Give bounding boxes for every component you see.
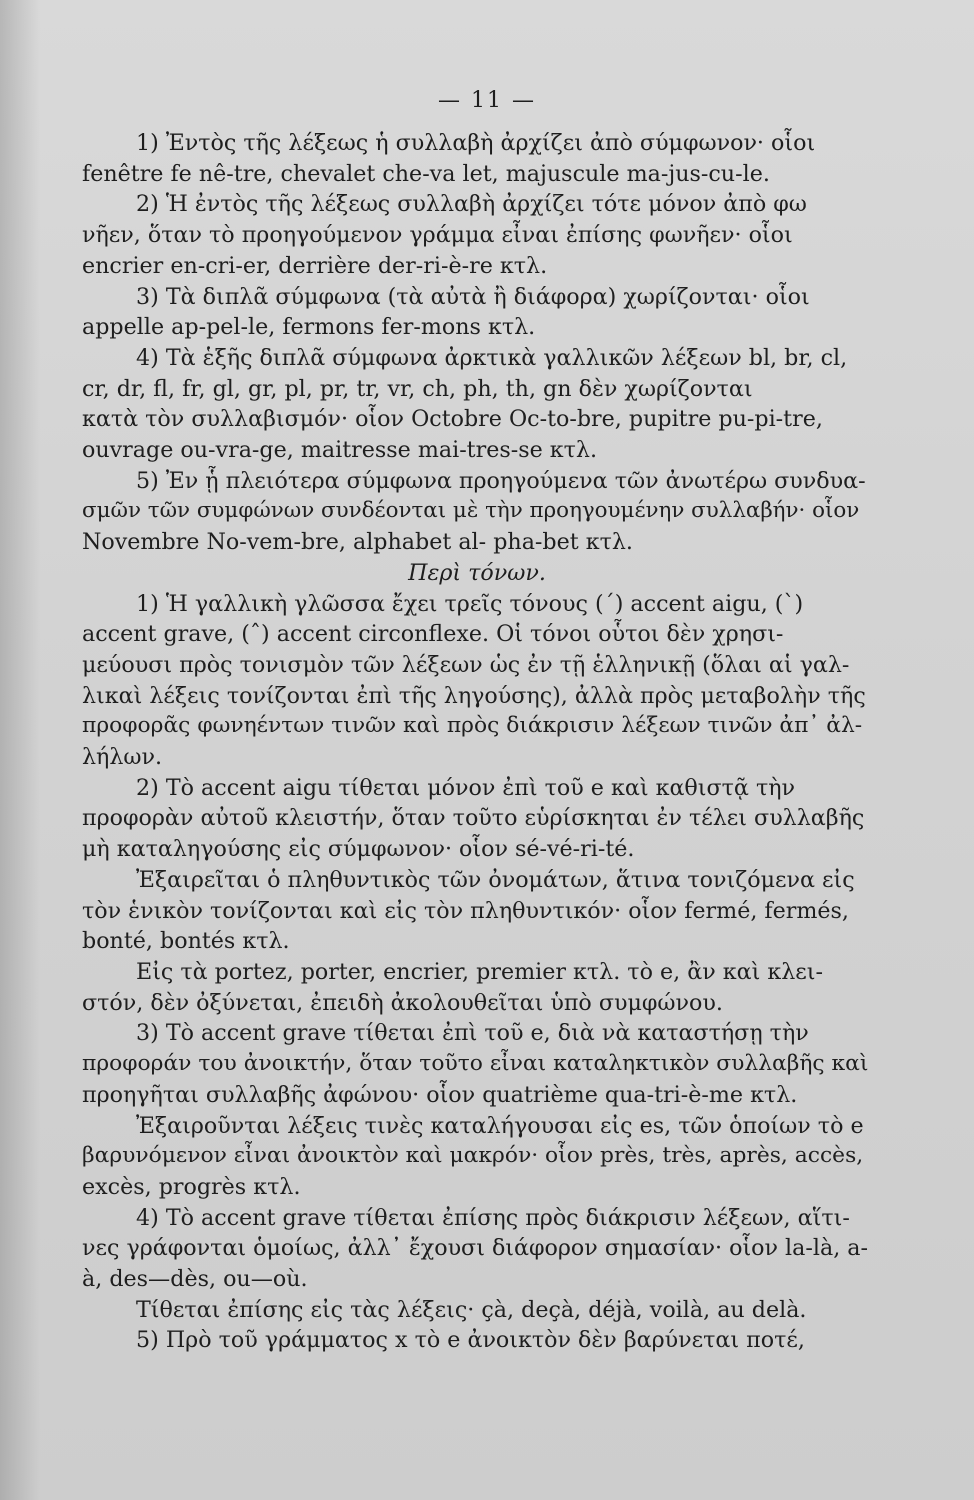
text-line: cr, dr, fl, fr, gl, gr, pl, pr, tr, vr, ch, ph, th, gn δὲν χωρίζονται: [82, 375, 753, 402]
text-line: ouvrage ou-vra-ge, maitresse mai-tres-se κτλ.: [82, 437, 598, 464]
text-line: τὸν ἑνικὸν τονίζονται καὶ εἰς τὸν πληθυντικόν· οἷον fermé, fermés,: [82, 897, 849, 924]
text-line: νες γράφονται ὁμοίως, ἀλλ᾽ ἔχουσι διάφορον σημασίαν· οἷον la-là, a-: [82, 1235, 869, 1262]
text-line: σμῶν τῶν συμφώνων συνδέονται μὲ τὴν προηγουμένην συλλαβήν· οἷον: [82, 498, 860, 524]
text-line: λικαὶ λέξεις τονίζονται ἐπὶ τῆς ληγούσης), ἀλλὰ πρὸς μεταβολὴν τῆς: [82, 682, 866, 709]
text-line: λήλων.: [82, 744, 163, 771]
text-line: à, des—dès, ou—où.: [82, 1266, 308, 1293]
text-line: fenêtre fe nê-tre, chevalet che-va let, majuscule ma-jus-cu-le.: [82, 160, 770, 187]
text-line: bonté, bontés κτλ.: [82, 928, 290, 955]
text-line: βαρυνόμενον εἶναι ἀνοικτὸν καὶ μακρόν· οἷον près, très, après, accès,: [82, 1143, 864, 1169]
text-line: προφορᾶς φωνηέντων τινῶν καὶ πρὸς διάκρισιν λέξεων τινῶν ἀπ᾽ ἀλ-: [82, 713, 863, 739]
text-line: excès, progrès κτλ.: [82, 1173, 301, 1200]
text-line: προφοράν του ἀνοικτήν, ὅταν τοῦτο εἶναι καταληκτικὸν συλλαβῆς καὶ: [82, 1051, 869, 1077]
text-line: 1) Ἐντὸς τῆς λέξεως ἡ συλλαβὴ ἀρχίζει ἀπὸ σύμφωνον· οἷοι: [136, 130, 816, 156]
text-line: κατὰ τὸν συλλαβισμόν· οἷον Octobre Oc-to-bre, pupitre pu-pi-tre,: [82, 406, 823, 433]
text-line: accent grave, (ˆ) accent circonflexe. Οἱ τόνοι οὗτοι δὲν χρησι-: [82, 621, 784, 648]
text-line: 1) Ἡ γαλλικὴ γλῶσσα ἔχει τρεῖς τόνους (´) accent aigu, (`): [136, 590, 804, 617]
page-binding-shadow: [0, 0, 40, 1500]
text-line: προηγῆται συλλαβῆς ἀφώνου· οἷον quatrième qua-tri-è-me κτλ.: [82, 1081, 798, 1108]
text-line: 4) Τὰ ἑξῆς διπλᾶ σύμφωνα ἀρκτικὰ γαλλικῶν λέξεων bl, br, cl,: [136, 344, 848, 371]
text-line: στόν, δὲν ὀξύνεται, ἐπειδὴ ἀκολουθεῖται ὑπὸ συμφώνου.: [82, 989, 723, 1016]
text-line: 3) Τὰ διπλᾶ σύμφωνα (τὰ αὐτὰ ἢ διάφορα) χωρίζονται· οἷοι: [136, 283, 810, 310]
text-line: 4) Τὸ accent grave τίθεται ἐπίσης πρὸς διάκρισιν λέξεων, αἵτι-: [136, 1204, 850, 1231]
text-line: Novembre No-vem-bre, alphabet al- pha-bet κτλ.: [82, 529, 633, 556]
page-number: — 11 —: [438, 88, 536, 113]
text-line: νῆεν, ὅταν τὸ προηγούμενον γράμμα εἶναι ἐπίσης φωνῆεν· οἷοι: [82, 222, 793, 249]
text-line: μεύουσι πρὸς τονισμὸν τῶν λέξεων ὡς ἐν τῇ ἑλληνικῇ (ὅλαι αἱ γαλ-: [82, 651, 850, 678]
text-line: Εἰς τὰ portez, porter, encrier, premier κτλ. τὸ e, ἂν καὶ κλει-: [136, 958, 823, 985]
text-line: 5) Ἐν ᾗ πλειότερα σύμφωνα προηγούμενα τῶν ἀνωτέρω συνδυα-: [136, 467, 866, 494]
text-line: Ἐξαιροῦνται λέξεις τινὲς καταλήγουσαι εἰς es, τῶν ὁποίων τὸ e: [136, 1112, 864, 1139]
section-heading: Περὶ τόνων.: [408, 559, 546, 586]
text-line: προφορὰν αὐτοῦ κλειστήν, ὅταν τοῦτο εὑρίσκηται ἐν τέλει συλλαβῆς: [82, 805, 865, 832]
text-line: encrier en-cri-er, derrière der-ri-è-re κτλ.: [82, 252, 548, 279]
body-text: [82, 128, 872, 1356]
text-line: Τίθεται ἐπίσης εἰς τὰς λέξεις· çà, deçà, déjà, voilà, au delà.: [136, 1296, 807, 1323]
text-line: 2) Τὸ accent aigu τίθεται μόνον ἐπὶ τοῦ e καὶ καθιστᾷ τὴν: [136, 774, 795, 801]
text-line: μὴ καταληγούσης εἰς σύμφωνον· οἷον sé-vé-ri-té.: [82, 836, 635, 863]
text-line: Ἐξαιρεῖται ὁ πληθυντικὸς τῶν ὀνομάτων, ἅτινα τονιζόμενα εἰς: [136, 866, 855, 893]
text-line: 5) Πρὸ τοῦ γράμματος x τὸ e ἀνοικτὸν δὲν βαρύνεται ποτέ,: [136, 1327, 805, 1354]
text-line: appelle ap-pel-le, fermons fer-mons κτλ.: [82, 314, 536, 341]
text-line: 2) Ἡ ἐντὸς τῆς λέξεως συλλαβὴ ἀρχίζει τότε μόνον ἀπὸ φω: [136, 191, 807, 218]
text-line: 3) Τὸ accent grave τίθεται ἐπὶ τοῦ e, διὰ νὰ καταστήσῃ τὴν: [136, 1020, 809, 1047]
